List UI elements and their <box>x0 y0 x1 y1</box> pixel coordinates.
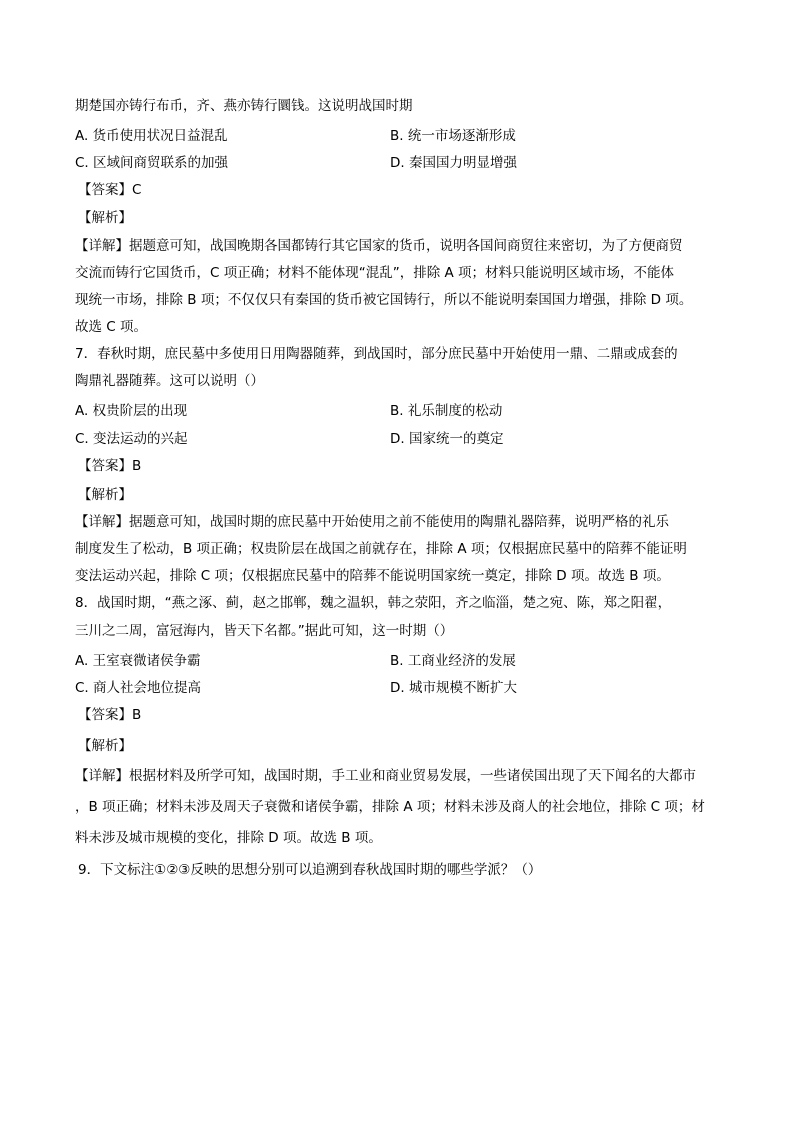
q8-answer <box>78 706 141 724</box>
q7-option-d: D. 国家统一的奠定 <box>390 431 504 447</box>
answer-value: C <box>132 182 142 198</box>
q7-option-b: B. 礼乐制度的松动 <box>390 403 503 419</box>
q8-stem-line-1: 8．战国时期，“燕之涿、蓟，赵之邯郸，魏之温轵，韩之荥阳，齐之临淄，楚之宛、陈，郑之阳翟， <box>75 595 672 611</box>
q6-analysis-label: 【解析】 <box>78 210 132 226</box>
q7-stem-line-2: 陶鼎礼器随葬。这可以说明（） <box>75 373 264 389</box>
answer-label: 【答案】 <box>78 182 132 198</box>
q7-stem-line-1: 7．春秋时期，庶民墓中多使用日用陶器随葬，到战国时，部分庶民墓中开始使用一鼎、二鼎或成套的 <box>75 346 678 362</box>
q6-detail-line-3: 现统一市场，排除 B 项；不仅仅只有秦国的货币被它国铸行，所以不能说明秦国国力增强，排除 D 项。 <box>75 292 693 308</box>
answer-label: 【答案】 <box>78 707 132 723</box>
q7-option-a: A. 权贵阶层的出现 <box>75 403 188 419</box>
q6-detail-line-4: 故选 C 项。 <box>75 319 148 335</box>
q7-detail-line-1 <box>75 513 669 531</box>
answer-value: B <box>132 707 142 723</box>
q6-detail-line-1 <box>75 237 683 255</box>
q7-analysis-label: 【解析】 <box>78 487 132 503</box>
q8-detail-line-3: 料未涉及城市规模的变化，排除 D 项。故选 B 项。 <box>75 830 382 846</box>
q7-detail-line-2: 制度发生了松动，B 项正确；权贵阶层在战国之前就存在，排除 A 项；仅根据庶民墓中的陪葬不能证明 <box>75 541 687 557</box>
q9-stem: 9．下文标注①②③反映的思想分别可以追溯到春秋战国时期的哪些学派？（） <box>78 862 542 878</box>
q6-detail-line-2: 交流而铸行它国货币，C 项正确；材料不能体现“混乱”，排除 A 项；材料只能说明区域市场，不能体 <box>75 265 675 281</box>
q6-option-d: D. 秦国国力明显增强 <box>390 155 517 171</box>
q7-option-c: C. 变法运动的兴起 <box>75 431 188 447</box>
q6-answer <box>78 181 141 199</box>
answer-value: B <box>132 458 142 474</box>
q7-answer <box>78 457 141 475</box>
q6-stem-tail: 期楚国亦铸行布币，齐、燕亦铸行圜钱。这说明战国时期 <box>75 98 413 114</box>
q8-analysis-label: 【解析】 <box>78 738 132 754</box>
detail-label: 【详解】 <box>75 768 129 784</box>
detail-label: 【详解】 <box>75 238 129 254</box>
q8-option-c: C. 商人社会地位提高 <box>75 680 202 696</box>
q8-option-d: D. 城市规模不断扩大 <box>390 680 517 696</box>
answer-label: 【答案】 <box>78 458 132 474</box>
detail-label: 【详解】 <box>75 514 129 530</box>
q8-option-b: B. 工商业经济的发展 <box>390 653 516 669</box>
q6-option-a: A. 货币使用状况日益混乱 <box>75 128 228 144</box>
q8-stem-line-2: 三川之二周，富冠海内，皆天下名都。”据此可知，这一时期（） <box>75 623 454 639</box>
q7-detail-line-3: 变法运动兴起，排除 C 项；仅根据庶民墓中的陪葬不能说明国家统一奠定，排除 D 项。故选 B 项。 <box>75 568 670 584</box>
detail-text: 根据材料及所学可知，战国时期，手工业和商业贸易发展，一些诸侯国出现了天下闻名的大都市 <box>129 768 696 784</box>
q8-detail-line-1 <box>75 767 696 785</box>
q8-detail-line-2: ，B 项正确；材料未涉及周天子衰微和诸侯争霸，排除 A 项；材料未涉及商人的社会地位，排除 C 项；材 <box>75 799 705 815</box>
detail-text: 据题意可知，战国晚期各国都铸行其它国家的货币，说明各国间商贸往来密切，为了方便商贸 <box>129 238 683 254</box>
detail-text: 据题意可知，战国时期的庶民墓中开始使用之前不能使用的陶鼎礼器陪葬，说明严格的礼乐 <box>129 514 669 530</box>
q6-option-c: C. 区域间商贸联系的加强 <box>75 155 229 171</box>
q6-option-b: B. 统一市场逐渐形成 <box>390 128 516 144</box>
q8-option-a: A. 王室衰微诸侯争霸 <box>75 653 201 669</box>
